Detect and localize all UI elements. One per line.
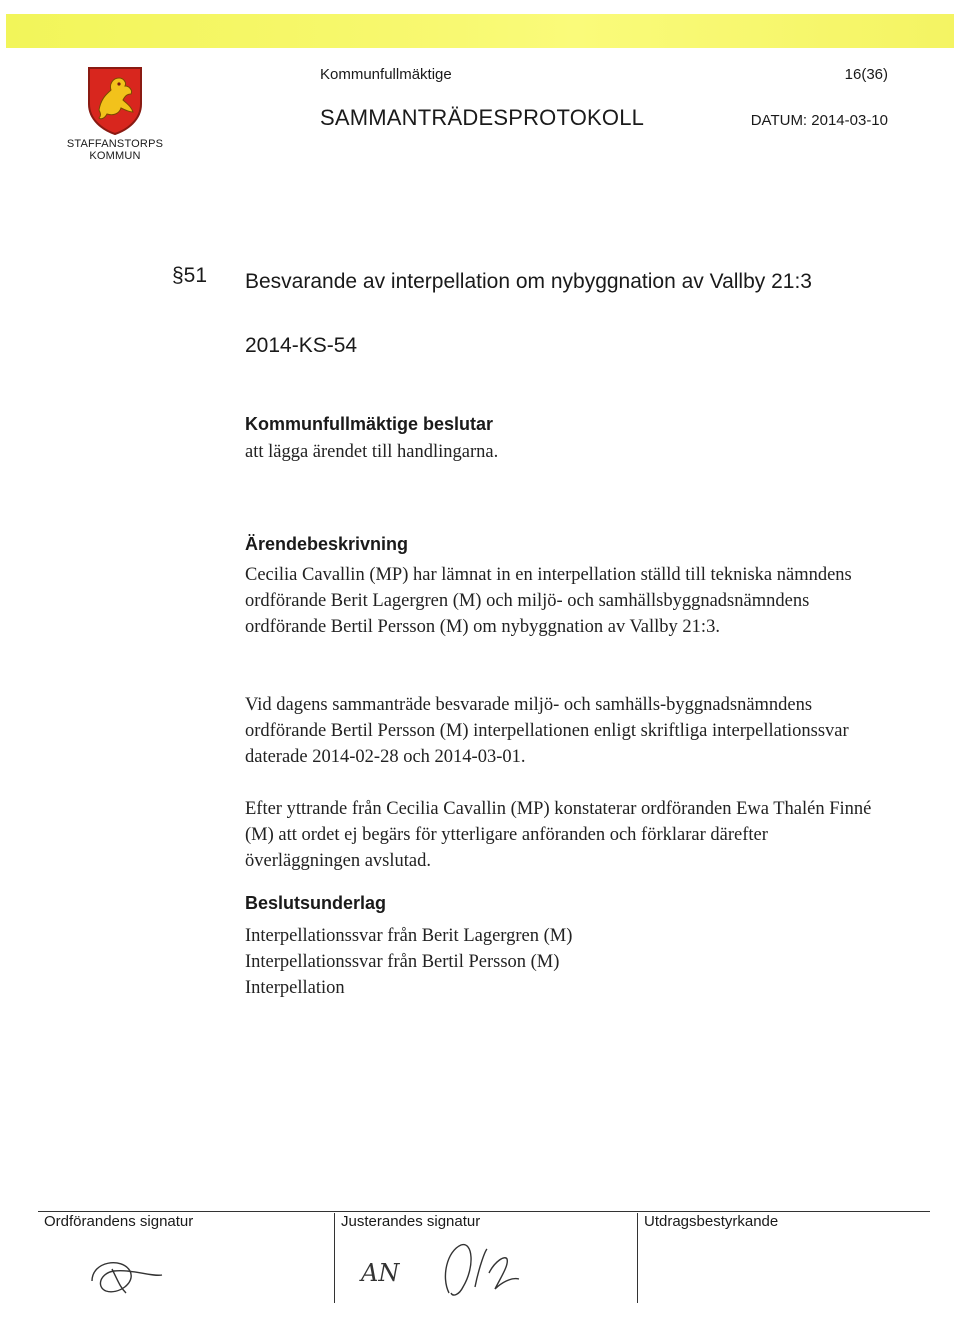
adjusters-signature-label: Justerandes signatur	[341, 1213, 481, 1230]
chair-signature-label: Ordförandens signatur	[44, 1213, 194, 1230]
municipality-name: STAFFANSTORPS KOMMUN	[66, 138, 164, 162]
decision-heading: Kommunfullmäktige beslutar	[245, 414, 494, 434]
page-number: 16(36)	[844, 66, 888, 83]
extract-certification-label: Utdragsbestyrkande	[644, 1213, 779, 1230]
description-paragraph-2	[245, 692, 885, 770]
chair-signature-scribble	[82, 1251, 172, 1301]
paragraph-text: Efter yttrande från Cecilia Cavallin (MP) konstaterar ordföranden Ewa Thalén Finné (M) att ordet ej begärs för ytterligare anföranden och förklarar därefter överläggningen avslutad.	[245, 799, 872, 871]
signature-divider	[38, 1211, 930, 1212]
highlight-bar	[6, 14, 954, 48]
extract-certification-cell	[637, 1213, 931, 1303]
case-id: 2014-KS-54	[245, 334, 358, 357]
basis-item: Interpellationssvar från Bertil Persson (M)	[245, 952, 560, 972]
basis-heading: Beslutsunderlag	[245, 893, 387, 913]
basis-item: Interpellation	[245, 978, 345, 998]
basis-list	[245, 923, 885, 1001]
description-paragraph-1	[245, 562, 885, 640]
paragraph-text: Vid dagens sammanträde besvarade miljö- och samhälls-byggnadsnämndens ordförande Bertil Persson (M) interpellationen enligt skriftliga interpellationssvar daterade 2014-02-28 och 2014-03-01.	[245, 695, 849, 767]
adjuster-signature-scribble	[435, 1237, 525, 1301]
meeting-date: DATUM: 2014-03-10	[750, 112, 888, 129]
document-title: SAMMANTRÄDESPROTOKOLL	[320, 105, 645, 130]
paragraph-number: §51	[172, 264, 208, 287]
organ-name: Kommunfullmäktige	[320, 66, 452, 83]
decision-text: att lägga ärendet till handlingarna.	[245, 442, 499, 462]
chair-signature-cell	[38, 1213, 334, 1303]
municipality-logo	[60, 64, 170, 176]
coat-of-arms-icon	[85, 64, 145, 136]
description-heading: Ärendebeskrivning	[245, 534, 409, 554]
adjusters-signature-cell	[334, 1213, 638, 1303]
adjuster-initials: AN	[361, 1259, 400, 1287]
basis-item: Interpellationssvar från Berit Lagergren (M)	[245, 926, 573, 946]
paragraph-title: Besvarande av interpellation om nybyggnation av Vallby 21:3	[245, 270, 812, 293]
description-paragraph-3	[245, 796, 885, 874]
paragraph-text: Cecilia Cavallin (MP) har lämnat in en interpellation ställd till tekniska nämndens ordförande Berit Lagergren (M) och miljö- och samhällsbyggnadsnämndens ordförande Bertil Persson (M) om nybyggnation av Vallby 21:3.	[245, 565, 852, 637]
